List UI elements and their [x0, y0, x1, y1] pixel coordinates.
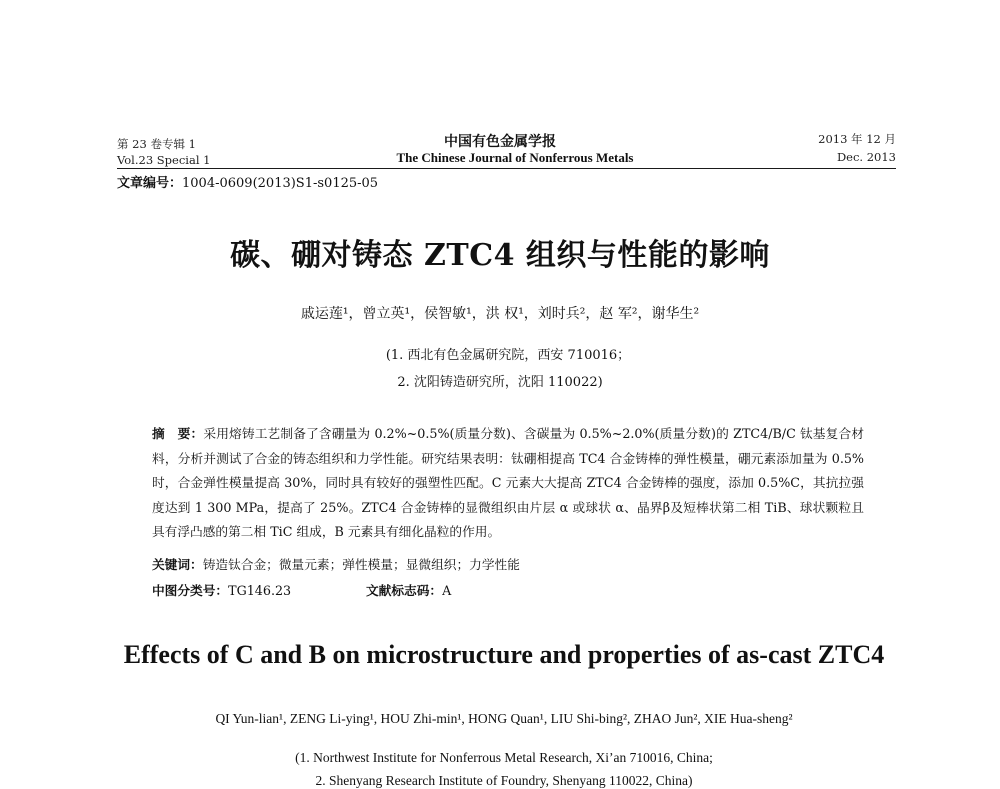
article-number — [117, 172, 378, 191]
header-rule — [117, 168, 896, 169]
keywords-label: 关键词： — [152, 557, 203, 572]
clc-value: TG146.23 — [228, 583, 292, 598]
document-code-value: A — [442, 583, 452, 598]
journal-name-cn: 中国有色金属学报 — [444, 134, 556, 150]
volume-label-en: Vol.23 Special 1 — [117, 153, 211, 167]
document-code-label: 文献标志码： — [366, 583, 443, 598]
abstract-cn — [152, 422, 864, 545]
affiliation-en-1: (1. Northwest Institute for Nonferrous Metal Research, Xi’an 710016, China; — [295, 750, 713, 765]
article-number-value: 1004-0609(2013)S1-s0125-05 — [182, 176, 379, 191]
document-code-line — [366, 580, 451, 599]
title-cn: 碳、硼对铸态 ZTC4 组织与性能的影响 — [230, 238, 770, 273]
affiliation-en-2: 2. Shenyang Research Institute of Foundry, Shenyang 110022, China) — [315, 773, 693, 788]
authors-cn: 戚运莲¹，曾立英¹，侯智敏¹，洪 权¹，刘时兵²，赵 军²，谢华生² — [300, 306, 700, 322]
volume-label-cn: 第 23 卷专辑 1 — [117, 137, 196, 151]
authors-en: QI Yun-lian¹, ZENG Li-ying¹, HOU Zhi-min¹, HONG Quan¹, LIU Shi-bing², ZHAO Jun², XIE Hua-sheng² — [215, 711, 793, 726]
keywords-text: 铸造钛合金；微量元素；弹性模量；显微组织；力学性能 — [202, 557, 520, 572]
affiliation-cn-1: (1. 西北有色金属研究院，西安 710016； — [385, 348, 631, 363]
clc-label: 中图分类号： — [152, 583, 229, 598]
abstract-label: 摘 要： — [152, 426, 204, 441]
issue-date-cn: 2013 年 12 月 — [818, 132, 896, 146]
journal-name-en: The Chinese Journal of Nonferrous Metals — [396, 150, 634, 165]
affiliation-cn-2: 2. 沈阳铸造研究所，沈阳 110022) — [397, 375, 603, 390]
keywords-cn — [152, 554, 520, 573]
abstract-text: 采用熔铸工艺制备了含硼量为 0.2%~0.5%(质量分数)、含碳量为 0.5%~2.0%(质量分数)的 ZTC4/B/C 钛基复合材料，分析并测试了合金的铸态组织和力学性能。研究结果表明：钛硼相提高 TC4 合金铸棒的弹性模量，硼元素添加量为 0.5%时，合金弹性模量提高 30%，同时具有较好的强塑性匹配。C 元素大大提高 ZTC4 合金铸棒的强度，添加 0.5%C，其抗拉强度达到 1 300 MPa，提高了 25%。ZTC4 合金铸棒的显微组织由片层 α 或球状 α、晶界β及短棒状第二相 TiB、球状颗粒且具有浮凸感的第二相 TiC 组成，B 元素具有细化晶粒的作用。 — [152, 426, 865, 540]
issue-date-en: Dec. 2013 — [836, 150, 896, 164]
classification-line — [152, 580, 291, 599]
article-number-label: 文章编号： — [117, 176, 183, 191]
title-en: Effects of C and B on microstructure and properties of as-cast ZTC4 — [123, 640, 885, 669]
